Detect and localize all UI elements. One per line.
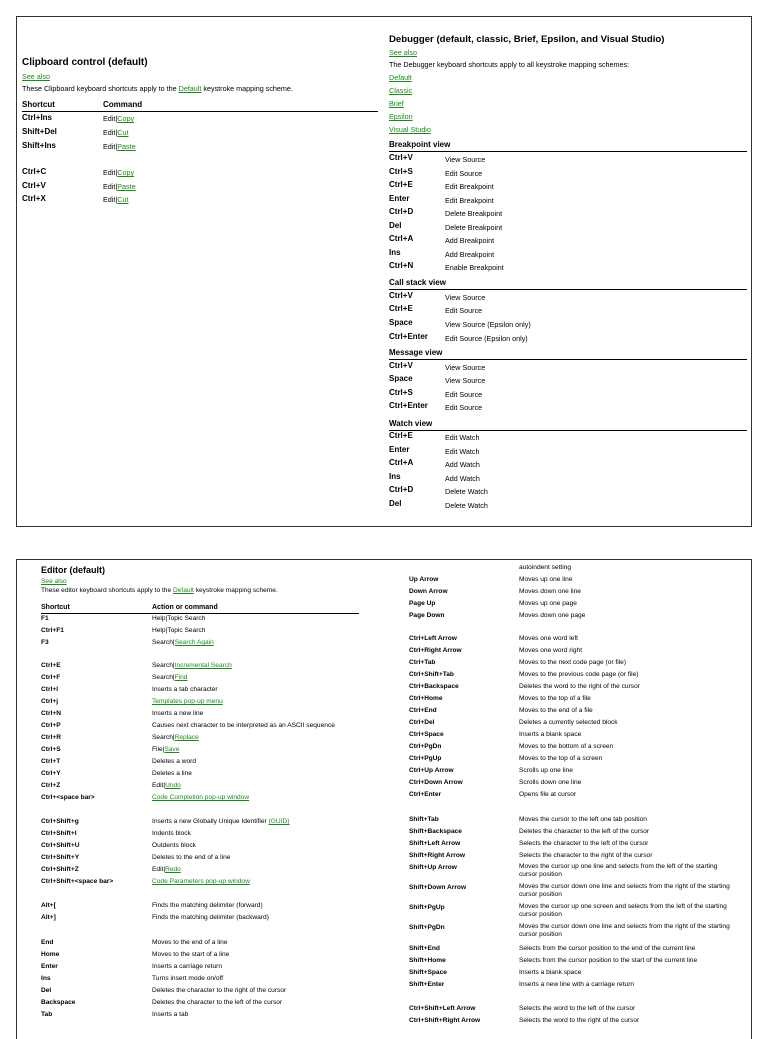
editor-action [152,746,179,753]
debugger-key: Ctrl+E [389,431,413,440]
editor-action [152,639,214,646]
message-view-heading: Message view [389,348,443,357]
editor-key: Ctrl+Shift+Tab [409,671,454,678]
editor-key: Ctrl+<space bar> [41,794,95,801]
editor-action: Moves to the bottom of a screen [519,743,614,750]
editor-key: Shift+Space [409,969,447,976]
editor-key: Ctrl+Home [409,695,443,702]
editor-key: Home [41,951,60,958]
editor-action-menu: Search| [152,734,175,741]
editor-key: Ctrl+Shift+Left Arrow [409,1005,476,1012]
editor-action: Scrolls down one line [519,779,582,786]
editor-action: Selects the character to the right of the cursor [519,852,653,859]
debugger-see-also-link[interactable]: See also [389,48,417,57]
editor-action [152,674,187,681]
editor-action: Inserts a carriage return [152,963,222,970]
editor-key: Page Down [409,612,445,619]
clipboard-key: Ctrl+C [22,167,47,176]
editor-key: Ctrl+PgUp [409,755,442,762]
clipboard-command [103,182,136,191]
debugger-desc: Edit Source [445,390,483,399]
editor-key: Alt+] [41,914,56,921]
debugger-desc: Edit Watch [445,447,480,456]
clipboard-cut-link[interactable]: Cut [117,195,129,204]
debugger-key: Ctrl+N [389,261,414,270]
debugger-desc: Add Breakpoint [445,250,495,259]
editor-col-action: Action or command [152,604,218,611]
call-stack-view-heading: Call stack view [389,278,446,287]
clipboard-paste-link[interactable]: Paste [117,182,136,191]
editor-action: Moves to the top of a file [519,695,591,702]
clipboard-command-menu: Edit| [103,168,118,177]
clipboard-command [103,114,134,123]
clipboard-title: Clipboard control (default) [22,57,148,68]
scheme-link-brief[interactable]: Brief [389,99,404,108]
editor-key: Ctrl+Right Arrow [409,647,462,654]
editor-action: Moves up one line [519,576,573,583]
scheme-link-default[interactable]: Default [389,73,412,82]
editor-action: Deletes the word to the right of the cursor [519,683,640,690]
debugger-desc: Edit Watch [445,433,480,442]
clipboard-command [103,128,128,137]
editor-action-menu: Edit| [152,866,166,873]
editor-default-link[interactable]: Default [172,587,194,594]
debugger-desc: View Source [445,363,486,372]
editor-key: Shift+Right Arrow [409,852,465,859]
editor-key: Ctrl+N [41,710,61,717]
clipboard-command [103,195,128,204]
watch-view-heading: Watch view [389,419,433,428]
editor-key: Ctrl+Shift+Z [41,866,79,873]
editor-key: Enter [41,963,58,970]
editor-see-also-link[interactable]: See also [41,578,67,585]
clipboard-paste-link[interactable]: Paste [117,142,136,151]
editor-key: Ctrl+Shift+Right Arrow [409,1017,481,1024]
editor-key: Ctrl+Z [41,782,61,789]
editor-key: Ctrl+Shift+g [41,818,79,825]
editor-action: Inserts a new line with a carriage return [519,981,635,988]
editor-action: Moves one word right [519,647,583,654]
debugger-key: Ctrl+Enter [389,332,428,341]
editor-key: Tab [41,1011,53,1018]
debugger-key: Del [389,221,402,230]
editor-key: Shift+Backspace [409,828,462,835]
clipboard-desc-text: These Clipboard keyboard shortcuts apply to the [22,84,179,93]
editor-action: Moves the cursor to the left one tab position [519,816,647,823]
clipboard-copy-link[interactable]: Copy [117,114,135,123]
editor-action: Inserts a new line [152,710,204,717]
debugger-desc: Add Breakpoint [445,236,495,245]
editor-action: Inserts a blank space [519,731,582,738]
editor-action [152,782,181,789]
clipboard-key: Ctrl+V [22,181,46,190]
editor-key: Ctrl+E [41,662,61,669]
editor-action: Moves down one line [519,588,581,595]
editor-key: Ctrl+F1 [41,627,64,634]
debugger-desc: Enable Breakpoint [445,263,504,272]
editor-key: Shift+End [409,945,440,952]
editor-desc-text-end: keystroke mapping scheme. [193,587,278,594]
editor-action: Moves to the end of a line [152,939,228,946]
clipboard-desc-text-end: keystroke mapping scheme. [201,84,293,93]
editor-action: Moves to the previous code page (or file) [519,671,639,678]
editor-key: Ctrl+End [409,707,437,714]
editor-key: Ctrl+Enter [409,791,442,798]
debugger-key: Ctrl+S [389,388,413,397]
clipboard-key: Ctrl+X [22,194,46,203]
editor-key: Ctrl+R [41,734,61,741]
editor-action-menu: Search| [152,639,175,646]
editor-key: Down Arrow [409,588,448,595]
editor-key: Shift+Tab [409,816,439,823]
editor-key: Ctrl+Left Arrow [409,635,457,642]
clipboard-key: Shift+Ins [22,141,57,150]
debugger-desc: Add Watch [445,474,480,483]
editor-action: Help|Topic Search [152,627,206,634]
editor-action-text: Inserts a new Globally Unique Identifier [152,818,269,825]
clipboard-command [103,168,134,177]
editor-action: Selects the word to the right of the cursor [519,1017,640,1024]
editor-key: Ctrl+F [41,674,61,681]
clipboard-header-rule [22,111,378,112]
editor-action: Deletes to the end of a line [152,854,231,861]
editor-key: End [41,939,54,946]
editor-key: F3 [41,639,49,646]
redo-link[interactable]: Redo [165,866,181,873]
message-view-rule [389,359,747,360]
editor-key: Ctrl+S [41,746,61,753]
editor-key: Shift+Enter [409,981,445,988]
debugger-key: Ctrl+D [389,207,414,216]
editor-col-shortcut: Shortcut [41,604,70,611]
editor-key: Ctrl+Del [409,719,435,726]
editor-key: Page Up [409,600,436,607]
editor-action: Indents block [152,830,191,837]
editor-key: Shift+PgUp [409,904,445,911]
debugger-key: Ctrl+Enter [389,401,428,410]
editor-action: Moves the cursor up one screen and selects from the left of the starting cursor position [519,903,727,918]
debugger-desc: Delete Watch [445,501,488,510]
editor-key: Ctrl+I [41,686,59,693]
breakpoint-view-heading: Breakpoint view [389,140,451,149]
editor-key: Ctrl+Space [409,731,444,738]
clipboard-command-menu: Edit| [103,114,118,123]
editor-key: Ctrl+Backspace [409,683,459,690]
replace-link[interactable]: Replace [174,734,199,741]
editor-key: Ctrl+j [41,698,59,705]
editor-key: Up Arrow [409,576,439,583]
guid-link[interactable]: (GUID) [268,818,290,825]
editor-key: Ctrl+P [41,722,61,729]
editor-action: Inserts a blank space [519,969,582,976]
editor-desc-text: These editor keyboard shortcuts apply to the [41,587,173,594]
clipboard-see-also-link[interactable]: See also [22,72,50,81]
debugger-key: Ctrl+V [389,153,413,162]
editor-action-menu: File| [152,746,165,753]
editor-continued-text: autoindent setting [519,564,572,571]
editor-action: Causes next character to be interpreted as an ASCII sequence [152,722,335,729]
editor-key: Ctrl+Shift+I [41,830,77,837]
editor-key: Ctrl+Tab [409,659,436,666]
editor-key: Del [41,987,52,994]
editor-header-rule [41,613,359,614]
debugger-desc: Edit Breakpoint [445,182,494,191]
debugger-key: Ctrl+A [389,234,414,243]
editor-action: Finds the matching delimiter (forward) [152,902,263,909]
editor-action: Outdents block [152,842,196,849]
editor-key: Ctrl+Y [41,770,61,777]
debugger-desc: Delete Breakpoint [445,209,503,218]
clipboard-command [103,142,136,151]
scheme-link-classic[interactable]: Classic [389,86,413,95]
debugger-desc: Edit Source [445,306,483,315]
debugger-desc: Edit Source [445,169,483,178]
editor-description [41,587,278,594]
editor-key: Shift+Up Arrow [409,864,457,871]
editor-action: Deletes a currently selected block [519,719,618,726]
editor-action: Selects the character to the left of the cursor [519,840,649,847]
code-parameters-link[interactable]: Code Parameters pop-up window [152,878,250,885]
debugger-desc: Edit Source (Epsilon only) [445,334,528,343]
editor-action [152,818,289,825]
editor-action: Moves the cursor down one line and selects from the right of the starting cursor position [519,923,730,938]
editor-action: Selects the word to the left of the cursor [519,1005,636,1012]
clipboard-key: Shift+Del [22,127,57,136]
editor-action: Moves one word left [519,635,579,642]
debugger-key: Del [389,499,402,508]
editor-action: Moves to the top of a screen [519,755,603,762]
debugger-desc: Delete Watch [445,487,488,496]
editor-action: Moves the cursor down one line and selects from the right of the starting cursor position [519,883,730,898]
debugger-desc: Delete Breakpoint [445,223,503,232]
debugger-key: Ctrl+V [389,361,413,370]
editor-action: Moves the cursor up one line and selects from the left of the starting cursor position [519,863,718,878]
editor-action: Selects from the cursor position to the start of the current line [519,957,698,964]
debugger-description: The Debugger keyboard shortcuts apply to all keystroke mapping schemes: [389,60,630,69]
debugger-key: Enter [389,194,410,203]
editor-action: Inserts a tab [152,1011,189,1018]
editor-key: Shift+Down Arrow [409,884,467,891]
editor-action: Moves to the end of a file [519,707,593,714]
editor-key: Shift+Home [409,957,446,964]
incremental-search-link[interactable]: Incremental Search [174,662,232,669]
editor-action-menu: Search| [152,662,175,669]
editor-key: Alt+[ [41,902,56,909]
editor-action: Moves to the start of a line [152,951,230,958]
clipboard-command-menu: Edit| [103,142,118,151]
debugger-key: Ctrl+V [389,291,413,300]
editor-key: Ctrl+PgDn [409,743,442,750]
debugger-key: Ins [389,248,401,257]
editor-action: Inserts a tab character [152,686,218,693]
debugger-desc: View Source (Epsilon only) [445,320,531,329]
editor-action: Deletes the character to the left of the cursor [152,999,283,1006]
editor-action: Turns insert mode on/off [152,975,224,982]
editor-action: Deletes the character to the left of the cursor [519,828,650,835]
debugger-desc: Edit Breakpoint [445,196,494,205]
editor-key: Backspace [41,999,76,1006]
search-again-link[interactable]: Search Again [174,639,214,646]
debugger-desc: Edit Source [445,403,483,412]
editor-action: Deletes the character to the right of the cursor [152,987,287,994]
undo-link[interactable]: Undo [165,782,181,789]
debugger-key: Ctrl+S [389,167,413,176]
editor-key: F1 [41,615,49,622]
editor-key: Ctrl+Shift+Y [41,854,80,861]
debugger-key: Ctrl+A [389,458,414,467]
debugger-key: Ctrl+E [389,304,413,313]
templates-popup-link[interactable]: Templates pop-up menu [152,698,223,705]
debugger-key: Ctrl+E [389,180,413,189]
editor-title: Editor (default) [41,565,105,575]
editor-key: Ctrl+Shift+<space bar> [41,878,114,885]
clipboard-copy-link[interactable]: Copy [117,168,135,177]
debugger-desc: View Source [445,376,486,385]
editor-action-menu: Edit| [152,782,166,789]
call-stack-view-rule [389,289,747,290]
clipboard-col-command: Command [103,100,143,109]
editor-action [152,662,232,669]
editor-action: Opens file at cursor [519,791,577,798]
editor-key: Ctrl+Up Arrow [409,767,454,774]
watch-view-rule [389,430,747,431]
breakpoint-view-rule [389,151,747,152]
debugger-key: Space [389,374,413,383]
scheme-link-epsilon[interactable]: Epsilon [389,112,413,121]
top-page-panel [16,16,752,527]
clipboard-cut-link[interactable]: Cut [117,128,129,137]
clipboard-command-menu: Edit| [103,128,118,137]
scheme-link-visual-studio[interactable]: Visual Studio [389,125,431,134]
debugger-desc: Add Watch [445,460,480,469]
editor-action: Selects from the cursor position to the end of the current line [519,945,696,952]
save-link[interactable]: Save [164,746,180,753]
editor-key: Ctrl+T [41,758,61,765]
editor-key: Shift+PgDn [409,924,445,931]
editor-action: Deletes a line [152,770,192,777]
editor-action: Scrolls up one line [519,767,573,774]
editor-key: Ins [41,975,51,982]
clipboard-command-menu: Edit| [103,182,118,191]
editor-action: Finds the matching delimiter (backward) [152,914,269,921]
clipboard-description [22,84,293,93]
editor-key: Shift+Left Arrow [409,840,461,847]
editor-action: Moves up one page [519,600,577,607]
code-completion-link[interactable]: Code Completion pop-up window [152,794,250,801]
debugger-key: Space [389,318,413,327]
clipboard-default-link[interactable]: Default [178,84,202,93]
editor-action [152,866,181,873]
clipboard-key: Ctrl+Ins [22,113,53,122]
editor-key: Ctrl+Shift+U [41,842,80,849]
clipboard-col-shortcut: Shortcut [22,100,55,109]
find-link[interactable]: Find [174,674,188,681]
editor-key: Ctrl+Down Arrow [409,779,463,786]
editor-action: Help|Topic Search [152,615,206,622]
debugger-key: Ins [389,472,401,481]
debugger-key: Ctrl+D [389,485,414,494]
bottom-page-panel [16,559,752,1039]
debugger-title: Debugger (default, classic, Brief, Epsilon, and Visual Studio) [389,34,665,45]
debugger-desc: View Source [445,155,486,164]
debugger-key: Enter [389,445,410,454]
editor-action-menu: Search| [152,674,175,681]
editor-action: Deletes a word [152,758,196,765]
editor-action: Moves to the next code page (or file) [519,659,627,666]
clipboard-command-menu: Edit| [103,195,118,204]
editor-action: Moves down one page [519,612,586,619]
editor-action [152,734,199,741]
debugger-desc: View Source [445,293,486,302]
